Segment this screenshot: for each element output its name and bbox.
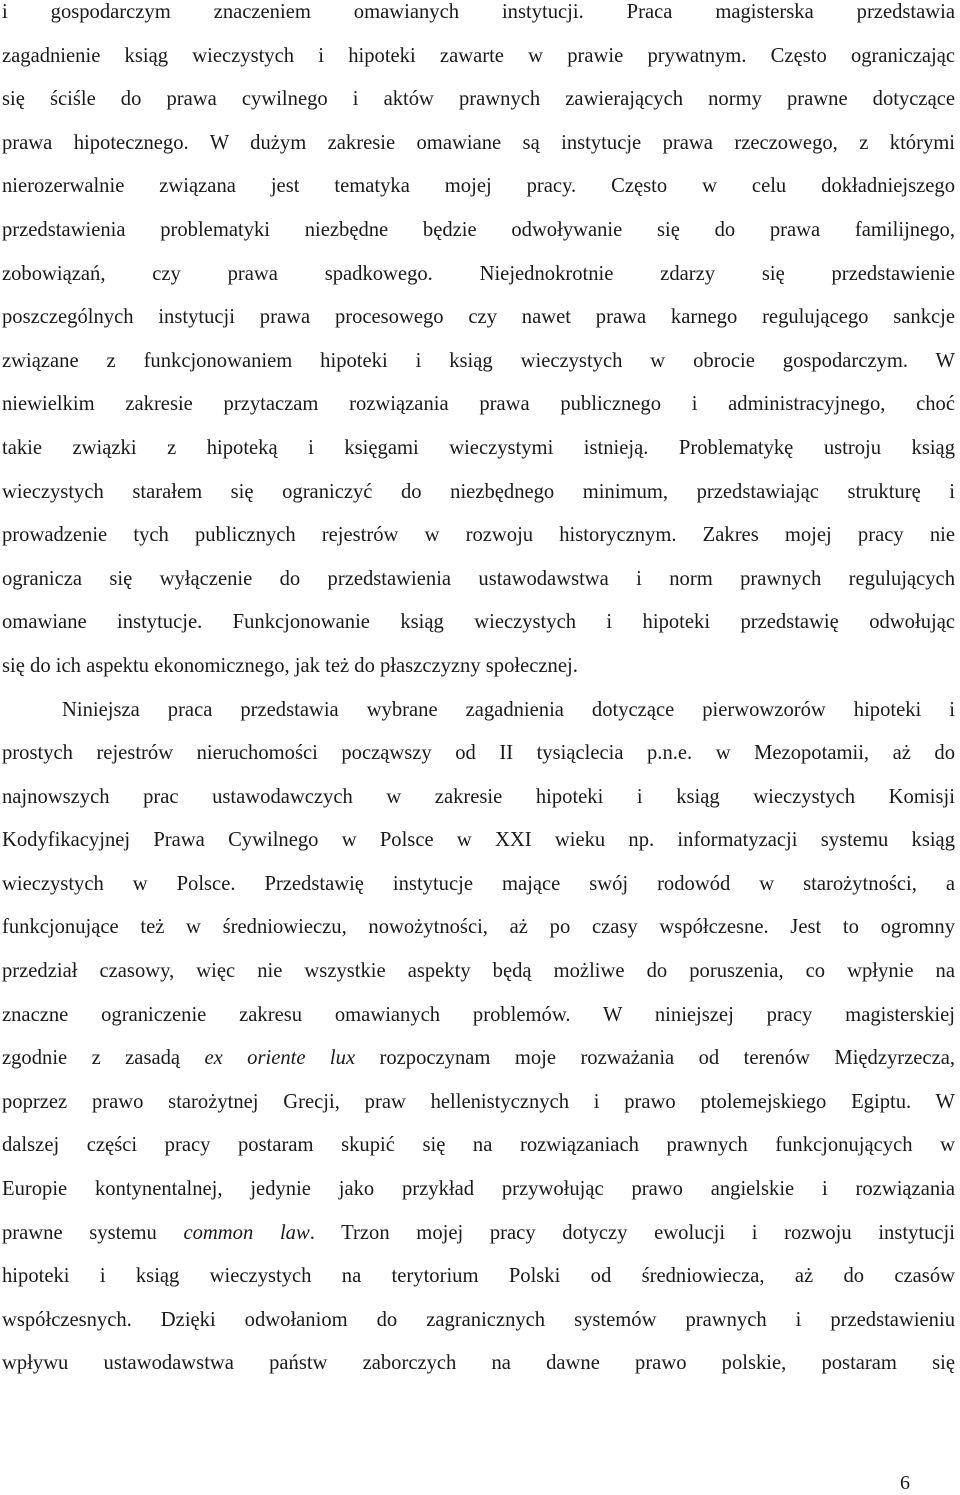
text-line: i gospodarczym znaczeniem omawianych instytucji. Praca magisterska przedstawia (2, 1, 955, 23)
text-line: prawa hipotecznego. W dużym zakresie omawiane są instytucje prawa rzeczowego, z którymi (2, 131, 955, 154)
text-line: Europie kontynentalnej, jedynie jako przykład przywołując prawo angielskie i rozwiązania (2, 1178, 955, 1201)
text-line: poszczególnych instytucji prawa procesowego czy nawet prawa karnego regulującego sankcje (2, 306, 955, 329)
text-line: przedstawienia problematyki niezbędne będzie odwoływanie się do prawa familijnego, (2, 218, 955, 241)
italic-phrase: common law (183, 1221, 310, 1244)
text-line: znaczne ograniczenie zakresu omawianych problemów. W niniejszej pracy magisterskiej (2, 1003, 955, 1026)
text-line: dalszej części pracy postaram skupić się na rozwiązaniach prawnych funkcjonujących w (2, 1134, 955, 1157)
text-line: omawiane instytucje. Funkcjonowanie ksiąg wieczystych i hipoteki przedstawię odwołując (2, 611, 955, 634)
text-line: niewielkim zakresie przytaczam rozwiązania prawa publicznego i administracyjnego, choć (2, 393, 955, 416)
text-line: nierozerwalnie związana jest tematyka mojej pracy. Często w celu dokładniejszego (2, 175, 955, 198)
text-line: takie związki z hipoteką i księgami wieczystymi istnieją. Problematykę ustroju ksiąg (2, 436, 955, 459)
paragraph (2, 689, 955, 1387)
text-line: się do ich aspektu ekonomicznego, jak też do płaszczyzny społecznej. (2, 654, 578, 677)
text-line: zgodnie z zasadą ex oriente lux rozpoczynam moje rozważania od terenów Międzyrzecza, (2, 1047, 955, 1070)
body-text (2, 0, 955, 1386)
text-line: najnowszych prac ustawodawczych w zakresie hipoteki i ksiąg wieczystych Komisji (2, 785, 955, 808)
italic-phrase: ex oriente lux (204, 1047, 356, 1070)
text-line: funkcjonujące też w średniowieczu, nowożytności, aż po czasy współczesne. Jest to ogromny (2, 916, 955, 939)
text-line: zobowiązań, czy prawa spadkowego. Niejednokrotnie zdarzy się przedstawienie (2, 262, 955, 285)
page-number: 6 (900, 1472, 910, 1494)
text-line: ogranicza się wyłączenie do przedstawienia ustawodawstwa i norm prawnych regulujących (2, 567, 955, 590)
text-line: Kodyfikacyjnej Prawa Cywilnego w Polsce w XXI wieku np. informatyzacji systemu ksiąg (2, 829, 955, 852)
text-line: przedział czasowy, więc nie wszystkie aspekty będą możliwe do poruszenia, co wpłynie na (2, 960, 955, 983)
text-line: związane z funkcjonowaniem hipoteki i ksiąg wieczystych w obrocie gospodarczym. W (2, 349, 955, 372)
text-line: hipoteki i ksiąg wieczystych na terytorium Polski od średniowiecza, aż do czasów (2, 1265, 955, 1288)
text-line: poprzez prawo starożytnej Grecji, praw hellenistycznych i prawo ptolemejskiego Egiptu. W (2, 1090, 955, 1113)
text-line: prostych rejestrów nieruchomości począwszy od II tysiąclecia p.n.e. w Mezopotamii, aż do (2, 742, 955, 765)
paragraph (2, 0, 955, 689)
text-line: Niniejsza praca przedstawia wybrane zagadnienia dotyczące pierwowzorów hipoteki i (62, 698, 955, 721)
text-line: prawne systemu common law. Trzon mojej pracy dotyczy ewolucji i rozwoju instytucji (2, 1221, 955, 1244)
text-line: zagadnienie ksiąg wieczystych i hipoteki zawarte w prawie prywatnym. Często ograniczając (2, 44, 955, 67)
text-line: wieczystych starałem się ograniczyć do niezbędnego minimum, przedstawiając strukturę i (2, 480, 955, 503)
text-line: współczesnych. Dzięki odwołaniom do zagranicznych systemów prawnych i przedstawieniu (2, 1308, 955, 1331)
text-line: prowadzenie tych publicznych rejestrów w rozwoju historycznym. Zakres mojej pracy nie (2, 524, 955, 547)
text-line: się ściśle do prawa cywilnego i aktów prawnych zawierających normy prawne dotyczące (2, 88, 955, 111)
text-line: wieczystych w Polsce. Przedstawię instytucje mające swój rodowód w starożytności, a (2, 872, 955, 895)
text-line: wpływu ustawodawstwa państw zaborczych na dawne prawo polskie, postaram się (2, 1352, 955, 1375)
